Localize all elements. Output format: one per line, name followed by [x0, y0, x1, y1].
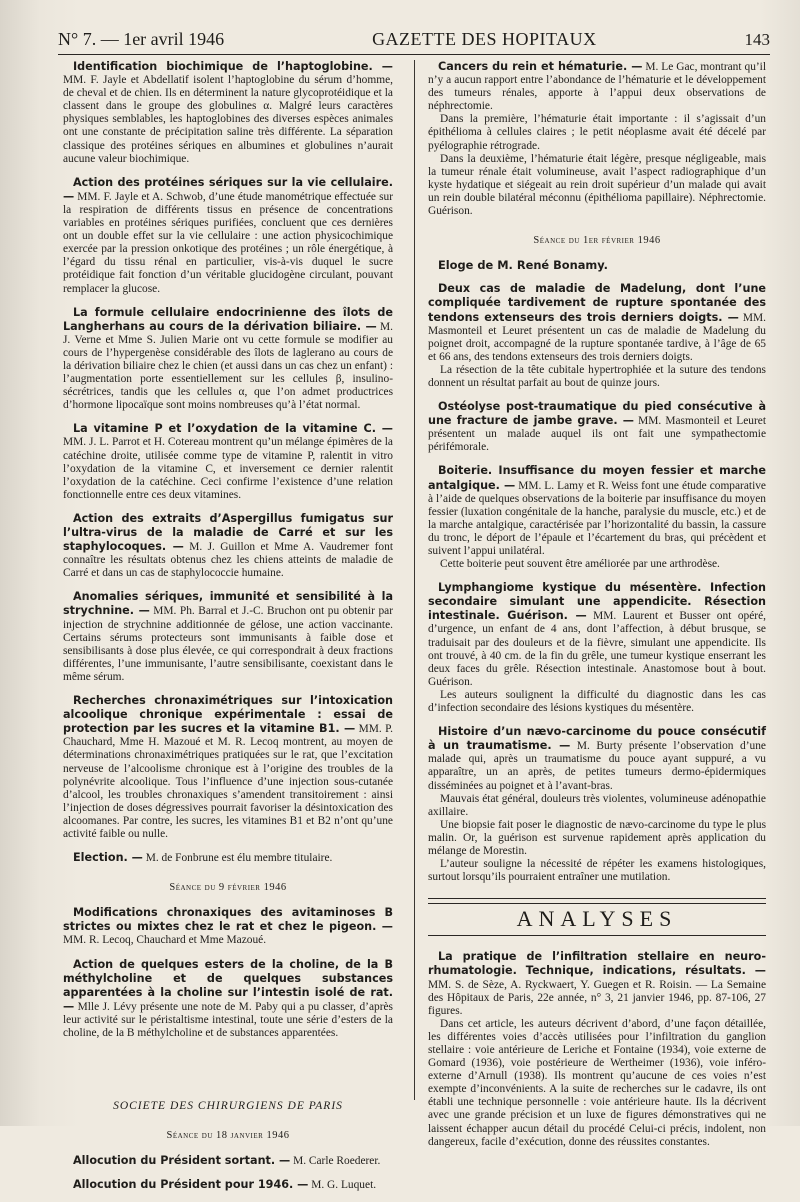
article	[63, 512, 393, 580]
article-body: M. G. Luquet.	[311, 1179, 377, 1192]
analyses-section	[428, 898, 766, 936]
article-paragraph: Les auteurs soulignent la difficulté du diagnostic dans les cas d’infection secondaire des lésions kystiques du mésentère.	[428, 688, 766, 715]
article	[428, 400, 766, 454]
article-heading: Cancers du rein et hématurie. —	[438, 60, 643, 73]
article-heading: Anomalies sériques, immunité et sensibilité à la strychnine. —	[63, 590, 393, 618]
article-heading: Action des protéines sériques sur la vie cellulaire. —	[63, 175, 393, 203]
article-body: MM. Masmonteil et Leuret présentent un cas de maladie de Madelung du poignet droit, accompagné de la rupture spontanée tardive, à l’âge de 65 et 66 ans, des tendons extenseurs des trois derniers doigts.	[428, 311, 766, 363]
article	[63, 851, 393, 865]
article-paragraph: Une biopsie fait poser le diagnostic de nævo-carcinome du type le plus malin. Or, la guérison est survenue rapidement après application du mélange de Morestin.	[428, 818, 766, 857]
article-paragraph: Cette boiterie peut souvent être améliorée par une arthrodèse.	[440, 558, 720, 571]
article-body: M. de Fonbrune est élu membre titulaire.	[145, 852, 333, 865]
article	[63, 306, 393, 413]
right-column	[428, 60, 766, 1159]
article-paragraph: Mauvais état général, douleurs très violentes, volumineuse adénopathie axillaire.	[428, 792, 766, 818]
left-column	[63, 60, 393, 1202]
page-number: 143	[744, 30, 770, 49]
article-heading: Deux cas de maladie de Madelung, dont l’une compliquée tardivement de rupture spontanée des tendons extenseurs des trois derniers doigts. —	[428, 282, 766, 324]
article-body: M. Carle Roederer.	[293, 1155, 381, 1168]
article-body: MM. P. Chauchard, Mme H. Mazoué et M. R. Lecoq montrent, au moyen de déterminations chronaximétriques pratiquées sur le rat, que l’excitation nerveuse de l’alcoolisme chronique est à l’origine des troubles de la polynévrite alcoolique. Tous l’influence d’une injection sous-cutanée d’alcool, les troubles chronaxiques s’amendent transitoirement : ainsi l’injection de doses dégressives pourrait favoriser la désintoxication des alcoomanes. Par contre, les sucres, les vitamines B1 et B2 n’ont qu’une activité faible ou nulle.	[63, 723, 393, 840]
session-date: Séance du 18 janvier 1946	[166, 1130, 290, 1142]
article-heading: La formule cellulaire endocrinienne des îlots de Langherhans au cours de la dérivation biliaire. —	[63, 305, 393, 333]
column-divider	[414, 60, 415, 1100]
article-body: MM. R. Lecoq, Chauchard et Mme Mazoué.	[63, 934, 267, 947]
journal-title: GAZETTE DES HOPITAUX	[372, 29, 597, 49]
analyses-heading: ANALYSES	[516, 906, 678, 932]
article-heading: La pratique de l’infiltration stellaire en neuro-rhumatologie. Technique, indications, résultats. —	[428, 950, 766, 978]
session-date: Séance du 1er février 1946	[533, 235, 661, 247]
article-paragraph: Dans la deuxième, l’hématurie était légère, presque négligeable, mais la tumeur rénale était volumineuse, avait l’aspect radiographique d’un kyste hydatique et siégeait au rein droit supérieur d’un malade qui avait un rein double bilatéral méconnu (épithélioma papillaire). Néphrectomie. Guérison.	[428, 152, 766, 218]
article-body: Mlle J. Lévy présente une note de M. Paby qui a pu classer, d’après leur activité sur le péristaltisme intestinal, toute une série d’esters de la choline, de la B méthylcholine et de substances apparentées.	[63, 1000, 393, 1039]
article-paragraph: La résection de la tête cubitale hypertrophiée et la suture des tendons donnent un résultat parfait au bout de quinze jours.	[428, 363, 766, 389]
article-paragraph: L’auteur souligne la nécessité de répéter les examens histologiques, surtout lorsqu’ils pourraient entraîner une mutilation.	[428, 858, 766, 884]
article-body: MM. L. Lamy et R. Weiss font une étude comparative à l’aide de quelques observations de la boiterie par insuffisance du moyen fessier (luxation congénitale de la hanche, paralysie du muscle, etc.) et de la marche antalgique, caractérisée par l’horizontalité du bassin, la cassure du tronc, le déport de l’épaule et l’écartement du bras, qui précèdent et suivent l’appui unilatéral.	[428, 479, 766, 557]
article	[63, 176, 393, 296]
eulogy-heading: Eloge de M. René Bonamy.	[438, 258, 609, 273]
article	[428, 950, 766, 1148]
article-body: M. J. Guillon et Mme A. Vaudremer font connaître les résultats obtenus chez les chiens atteints de maladie de Carré et dans un cas de staphylococcie humaine.	[63, 541, 393, 580]
article-heading: Boiterie. Insuffisance du moyen fessier et marche antalgique. —	[428, 464, 766, 492]
article-body: M. Le Gac, montrant qu’il n’y a aucun rapport entre l’abondance de l’hématurie et le développement des tumeurs rénales, apporte à l’appui deux observations de néphrectomie.	[428, 61, 767, 113]
article	[63, 590, 393, 684]
issue-number: N° 7. — 1er avril 1946	[58, 29, 225, 49]
article	[63, 906, 393, 947]
article-heading: Action de quelques esters de la choline, de la B méthylcholine et de quelques substances apparentées à la choline sur l’intestin isolé de rat. —	[63, 957, 393, 1013]
article	[63, 1154, 393, 1168]
article-paragraph: Dans la première, l’hématurie était importante : il s’agissait d’un épithélioma à cellules claires ; le petit néoplasme avait été décelé par pyélographie rétrograde.	[428, 113, 766, 152]
article	[63, 694, 393, 841]
article	[63, 958, 393, 1041]
article-body: MM. F. Jayle et Abdellatif isolent l’haptoglobine du sérum d’homme, de cheval et de chien. Ils en déterminent la nature glycoprotéidique et la classent dans le groupe des globulines α. Malgré leurs caractères physiques semblables, les haptoglobines des diverses espèces animales ont une constante de précipitation saline très différente. La séparation classique des protéines sériques en albumines et globulines n’aurait aucune valeur biochimique.	[63, 74, 393, 165]
article-heading: Action des extraits d’Aspergillus fumigatus sur l’ultra-virus de la maladie de Carré et sur les staphylocoques. —	[63, 511, 393, 554]
session-date: Séance du 9 février 1946	[169, 882, 287, 894]
article-heading: Allocution du Président pour 1946. —	[73, 1178, 309, 1192]
page-header	[58, 20, 770, 55]
article-heading: Identification biochimique de l’haptoglobine. —	[73, 60, 393, 73]
article-heading: Recherches chronaximétriques sur l’intoxication alcoolique chronique expérimentale : essai de protection par les sucres et la vitamine B1. —	[63, 694, 393, 736]
article-body: MM. S. de Sèze, A. Ryckwaert, Y. Guegen et R. Roisin. — La Semaine des Hôpitaux de Paris, 22e année, n° 3, 21 janvier 1946, pp. 87-106, 27 figures.	[428, 978, 766, 1017]
article	[63, 1178, 393, 1192]
article	[428, 282, 766, 390]
article-heading: Allocution du Président sortant. —	[73, 1154, 291, 1168]
article-heading: La vitamine P et l’oxydation de la vitamine C. —	[73, 422, 393, 436]
article-heading: Ostéolyse post-traumatique du pied consécutive à une fracture de jambe grave. —	[428, 400, 766, 428]
society-heading: SOCIETE DES CHIRURGIENS DE PARIS	[113, 1100, 343, 1113]
article-heading: Histoire d’un nævo-carcinome du pouce consécutif à un traumatisme. —	[428, 725, 766, 753]
article	[63, 422, 393, 502]
article-heading: Lymphangiome kystique du mésentère. Infection secondaire simulant une appendicite. Résection intestinale. Guérison. —	[428, 581, 766, 623]
article-body: MM. J. L. Parrot et H. Cotereau montrent qu’un mélange épimères de la catéchine droite, utilisée comme type de vitamine P, ralentit in vitro l’oxydation de la vitamine C, et inversement ce dernier ralentit l’oxydation de la catéchine. Ceci confirme l’existence d’une relation fonctionnelle entre ces deux vitamines.	[63, 436, 393, 501]
article-body: MM. Ph. Barral et J.-C. Bruchon ont pu obtenir par injection de strychnine additionnée de gélose, une action vaccinante. Certains sérums protecteurs sont immunisants à faible dose et sensibilisants à dose plus élevée, ce qui correspondrait à deux fractions différentes, l’une immunisante, l’autre sensibilisante, coexistant dans le même sérum.	[63, 605, 393, 683]
article	[428, 464, 766, 571]
article	[428, 581, 766, 715]
rule	[428, 935, 766, 936]
article	[63, 60, 393, 166]
article-body: M. J. Verne et Mme S. Julien Marie ont vu cette formule se modifier au cours de l’hypergenèse considérable des îlots de laglerano au cours de la dérivation biliaire chez le chien (et aussi dans un cas chez un enfant) : l’augmentation porte essentiellement sur les cellules β, insulino-sécrétrices, tandis que les cellules α, que l’on admet productrices d’hormone lipocaïque sont moins nombreuses qu’à l’état normal.	[63, 320, 393, 412]
article-heading: Election. —	[73, 851, 143, 865]
article	[428, 60, 766, 218]
article-body: MM. Masmonteil et Leuret présentent un malade auquel ils ont fait une sympathectomie périfémorale.	[428, 415, 766, 454]
article-paragraph: Dans cet article, les auteurs décrivent d’abord, d’une façon détaillée, les différentes voies d’accès utilisées pour l’infiltration du ganglion stellaire : voie antérieure de Leriche et Fontaine (1934), voie externe de Gomard (1936), voie postérieure de Wertheimer (1936), voie inféro-externe d’Arnull (1938). Ils montrent qu’aucune de ces voies n’est exempte d’inconvénients. A la suite de recherches sur le cadavre, ils ont établi une technique personnelle : voie antérieure haute. Ils la décrivent avec une grande précision et un luxe de figures démonstratives qui ne laissent échapper aucun détail du procédé Celui-ci précis, indolent, non dangereux, facile d’exécution, donne des réussites constantes.	[428, 1017, 766, 1148]
article-body: MM. F. Jayle et A. Schwob, d’une étude manométrique effectuée sur la respiration de différents tissus en présence de concentrations variables en protéines sériques purifiées, concluent que ces dernières ont un double effet sur la vie cellulaire : une action physicochimique exercée par la pression onkotique des protéines ; un rôle énergétique, à l’égard du tissu rénal en particulier, vis-à-vis duquel le sucre protéidique fait fonction d’un véritable glucidogène circulant, pouvant remplacer la glucose.	[63, 190, 393, 295]
article	[428, 725, 766, 884]
article-body: MM. Laurent et Busser ont opéré, d’urgence, un enfant de 4 ans, dont l’affection, à début brusque, se traduisait par des douleurs et de la fièvre, simulant une appendicite. Ils ont trouvé, à 40 cm. de la fin du grêle, une tumeur kystique enserrant les deux faces du grêle. Résection intestinale. Anastomose bout à bout. Guérison.	[428, 610, 766, 688]
article-heading: Modifications chronaxiques des avitaminoses B strictes ou mixtes chez le rat et chez le pigeon. —	[63, 906, 393, 934]
double-rule	[428, 898, 766, 904]
article-body: M. Burty présente l’observation d’une malade qui, après un traumatisme du pouce ayant suppuré, a vu apparaître, un an après, de petites tumeurs dermo-épidermiques disséminées au poignet et à l’avant-bras.	[428, 740, 766, 792]
